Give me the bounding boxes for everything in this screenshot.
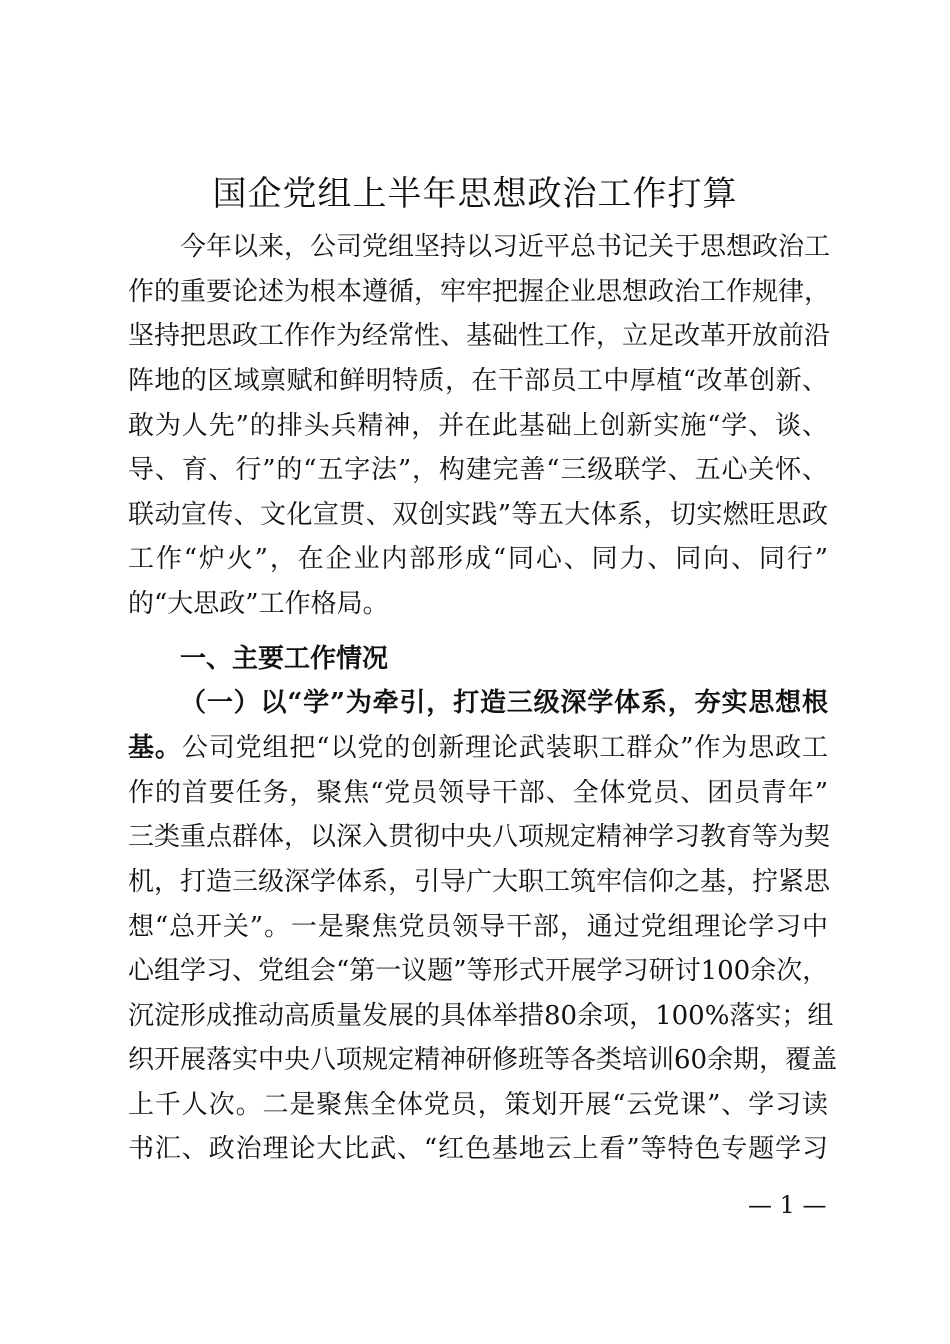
intro-line: 联动宣传、文化宣贯、双创实践”等五大体系，切实燃旺思政 <box>128 500 828 530</box>
body-line <box>128 730 828 766</box>
section-heading: 一、主要工作情况 <box>180 644 389 674</box>
intro-line: 敢为人先”的排头兵精神，并在此基础上创新实施“学、谈、 <box>128 411 828 441</box>
document-title: 国企党组上半年思想政治工作打算 <box>212 174 738 214</box>
intro-line: 今年以来，公司党组坚持以习近平总书记关于思想政治工 <box>180 232 831 262</box>
intro-line: 导、育、行”的“五字法”，构建完善“三级联学、五心关怀、 <box>128 455 828 485</box>
body-line: 机，打造三级深学体系，引导广大职工筑牢信仰之基，拧紧思 <box>128 867 831 897</box>
intro-line: 的“大思政”工作格局。 <box>128 589 389 619</box>
body-line: 三类重点群体，以深入贯彻中央八项规定精神学习教育等为契 <box>128 822 831 852</box>
body-line: 沉淀形成推动高质量发展的具体举措80余项，100%落实；组 <box>128 1001 834 1031</box>
intro-line: 坚持把思政工作作为经常性、基础性工作，立足改革开放前沿 <box>128 321 831 351</box>
body-line: 书汇、政治理论大比武、“红色基地云上看”等特色专题学习 <box>128 1134 828 1164</box>
body-text: 公司党组把“以党的创新理论武装职工群众”作为思政工 <box>181 733 828 763</box>
body-line: 作的首要任务，聚焦“党员领导干部、全体党员、团员青年” <box>128 778 828 808</box>
intro-line: 作的重要论述为根本遵循，牢牢把握企业思想政治工作规律， <box>128 277 831 307</box>
intro-line: 阵地的区域禀赋和鲜明特质，在干部员工中厚植“改革创新、 <box>128 366 828 396</box>
intro-line: 工作“炉火”，在企业内部形成“同心、同力、同向、同行” <box>128 544 828 574</box>
body-line: 心组学习、党组会“第一议题”等形式开展学习研讨100余次， <box>128 956 829 986</box>
body-line: 织开展落实中央八项规定精神研修班等各类培训60余期，覆盖 <box>128 1045 838 1075</box>
subsection-heading-end: 基。 <box>128 733 182 763</box>
page-number: — 1 — <box>748 1191 827 1219</box>
subsection-heading: （一）以“学”为牵引，打造三级深学体系，夯实思想根 <box>180 688 828 718</box>
body-line: 上千人次。二是聚焦全体党员，策划开展“云党课”、学习读 <box>128 1090 828 1120</box>
body-line: 想“总开关”。一是聚焦党员领导干部，通过党组理论学习中 <box>128 912 828 942</box>
